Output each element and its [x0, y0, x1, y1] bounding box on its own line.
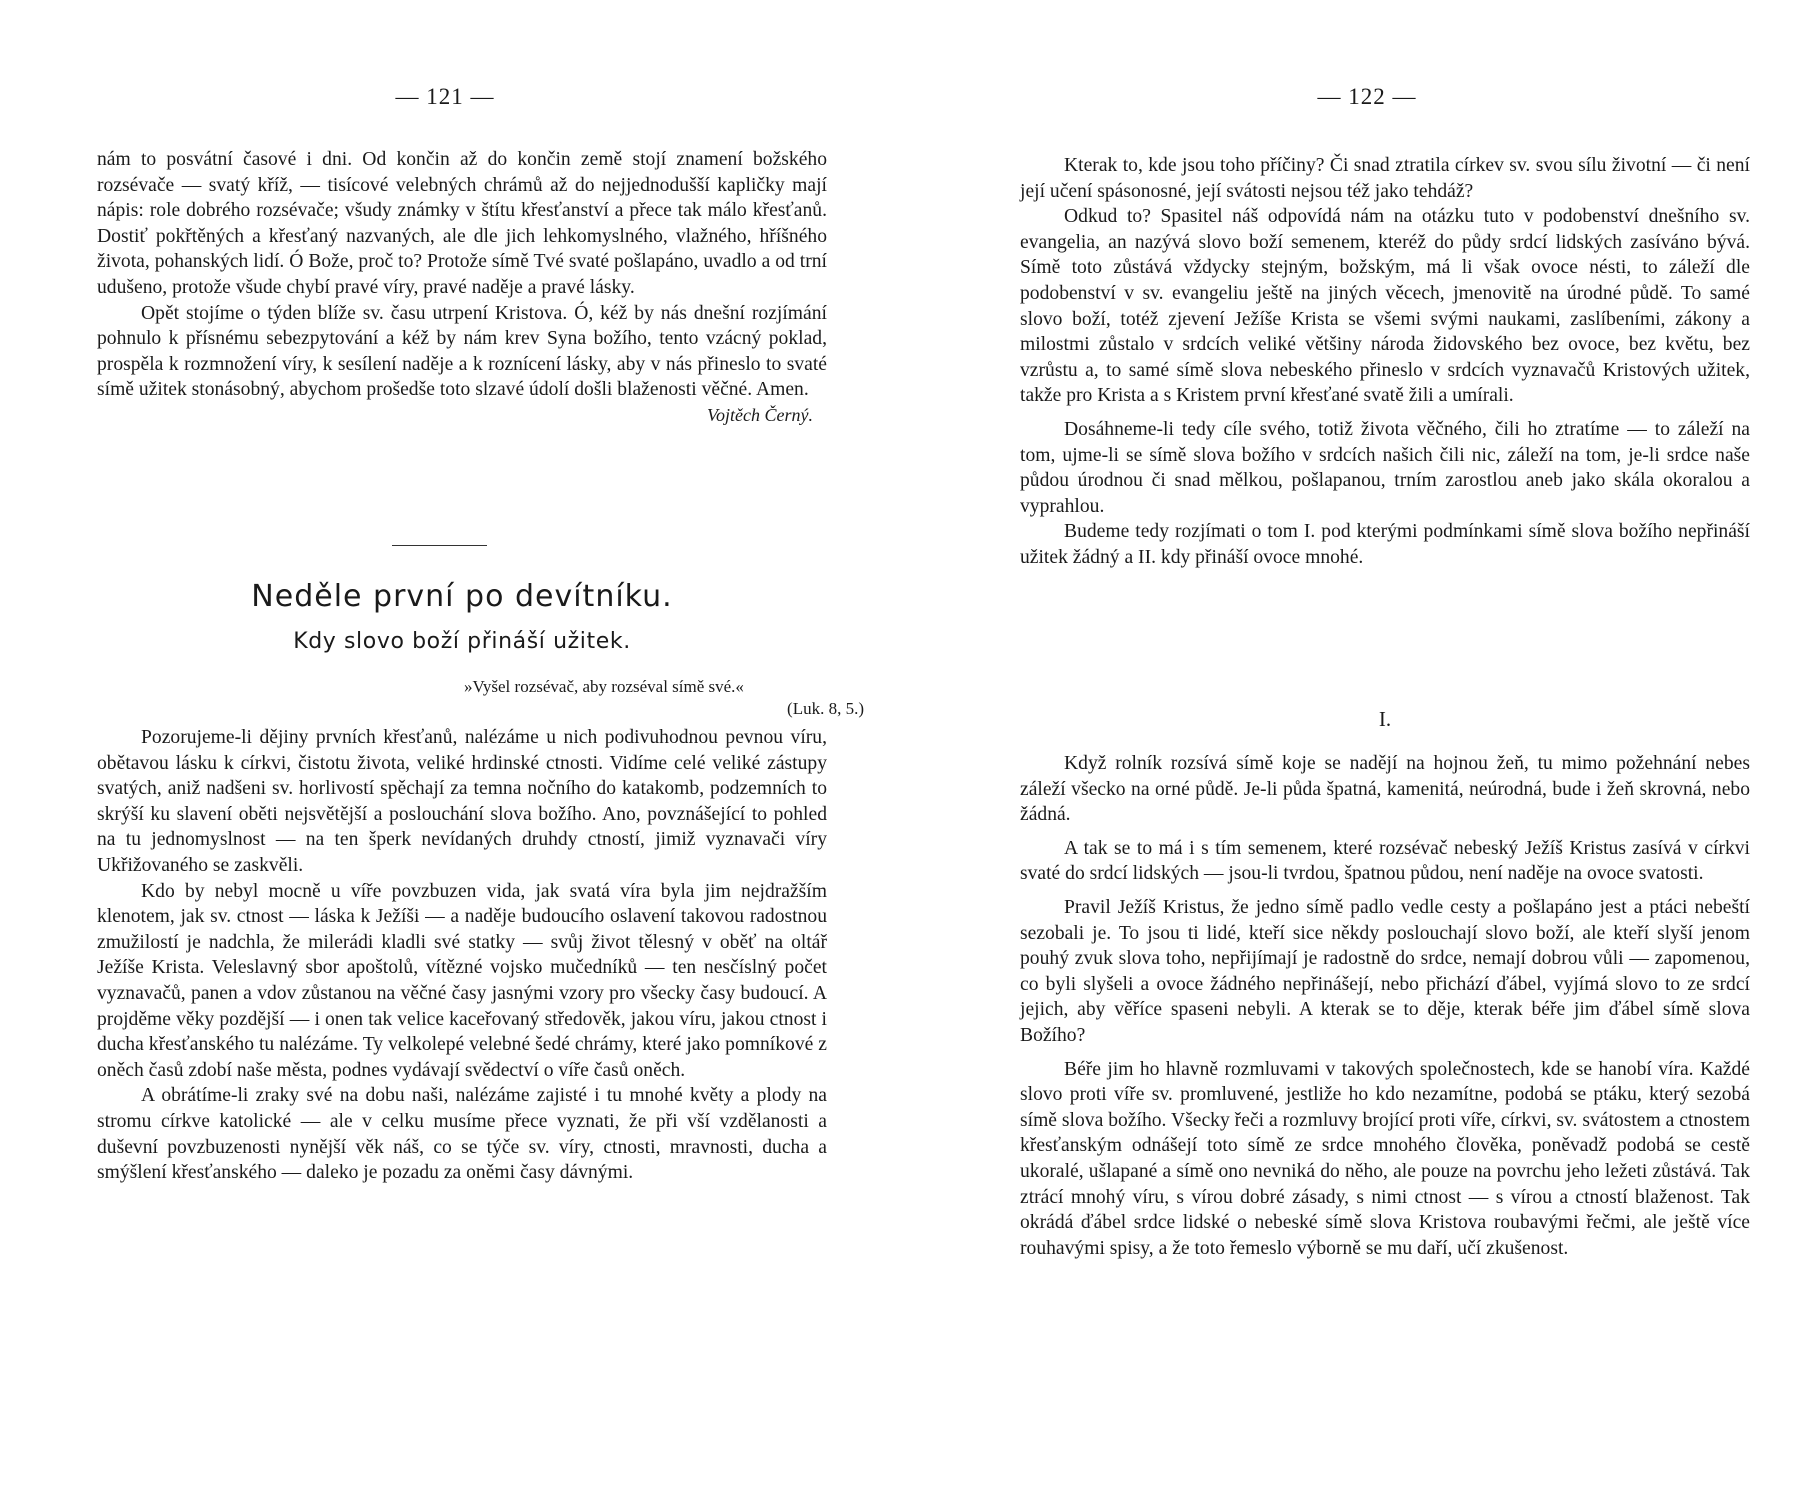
paragraph: Když rolník rozsívá símě koje se nadějí na hojnou žeň, tu mimo požehnání nebes záleží všecko na orné půdě. Je-li půda špatná, kamenitá, neúrodná, bude i žeň skrovná, nebo žádná.	[1020, 753, 1750, 826]
right-text-top	[1020, 153, 1750, 571]
bible-motto	[464, 676, 864, 718]
paragraph: A tak se to má i s tím semenem, které rozsévač nebeský Ježíš Kristus zasívá v církvi svaté do srdcí lidských — jsou-li tvrdou, špatnou půdou, není naděje na ovoce svatosti.	[1020, 837, 1750, 885]
paragraph: Kdo by nebyl mocně u víře povzbuzen vida, jak svatá víra byla jim nejdražším klenotem, jak sv. ctnost — láska k Ježíši — a naděje budoucího oslavení takovou radostnou zmužilostí je nadchla, že milerádi kladli své statky — svůj život tělesný v oběť na oltář Ježíše Krista. Veleslavný sbor apoštolů, vítězné vojsko mučedníků — ten nesčíslný počet vyznavačů, panen a vdov zůstanou na věčné časy jasnými vzory pro všecky časy budoucí. A projděme věky pozdější — i onen tak velice kaceřovaný středověk, jakou víru, jakou ctnost i ducha křesťanského tu nalézáme. Ty velkolepé velebné šedé chrámy, které jako pomníkové z oněch časů zdobí naše města, podnes vydávají svědectví o víře časů oněch.	[97, 880, 827, 1081]
left-text-top	[97, 147, 827, 429]
paragraph-closing: Opět stojíme o týden blíže sv. času utrpení Kristova. Ó, kéž by nás dnešní rozjímání pohnulo k přísnému sebezpytování a kéž by nám krev Syna božího, tento vzácný poklad, prospěla k rozmnožení víry, k sesílení naděje a k roznícení lásky, aby v nás přineslo to svaté símě užitek stonásobný, abychom prošedše toto slzavé údolí došli blaženosti věčné. Amen. Vojtěch Černý.	[97, 301, 827, 403]
right-text-bottom	[1020, 751, 1750, 1261]
page-number-right: — 122 —	[1317, 84, 1417, 109]
sermon-subtitle: Kdy slovo boží přináší užitek.	[293, 629, 631, 654]
paragraph: Odkud to? Spasitel náš odpovídá nám na otázku tuto v podobenství dnešního sv. evangelia, an nazývá slovo boží semenem, kteréž do půdy srdcí lidských zasíváno bývá. Símě toto zůstává vždycky stejným, božským, má li však ovoce nésti, to záleží dle podobenství v sv. evangeliu ještě na jiných věcech, jmenovitě na úrodné půdě. To samé slovo boží, totéž zjevení Ježíše Krista se všemi svými naukami, zaslíbeními, zákony a milostmi zůstalo v srdcích veliké většiny národa židovského bez ovoce, bez květu, bez vzrůstu a, to samé símě slova nebeského přineslo v srdcích vyznavačů Kristových užitek, takže pro Krista a s Kristem první křesťané svatě žili a umírali.	[1020, 206, 1750, 407]
paragraph: Budeme tedy rozjímati o tom I. pod kterými podmínkami símě slova božího nepřináší užitek žádný a II. kdy přináší ovoce mnohé.	[1020, 521, 1750, 568]
signature: Vojtěch Černý.	[707, 404, 813, 425]
paragraph: Dosáhneme-li tedy cíle svého, totiž života věčného, čili ho ztratíme — to záleží na tom, ujme-li se símě slova božího v srdcích našich čili nic, záleží na tom, je-li srdce naše půdou úrodnou či snad mělkou, pošlapanou, trním zarostlou aneb jako skála okoralou a vyprahlou.	[1020, 418, 1750, 517]
left-text-bottom	[97, 725, 827, 1186]
motto-reference: (Luk. 8, 5.)	[787, 699, 864, 718]
paragraph: Pozorujeme-li dějiny prvních křesťanů, nalézáme u nich podivuhodnou pevnou víru, obětavou lásku k církvi, čistotu života, veliké hrdinské ctnosti. Vidíme celé veliké zástupy svatých, aniž nadšeni sv. horlivostí spěchají za temna nočního do katakomb, podzemních to skrýší ku slavení oběti nejsvětější a poslouchání slova božího. Ano, povznášející to pohled na tu jednomyslnost — na ten šperk nevídaných druhdy ctností, jimiž vyznavači víry Ukřižovaného se zaskvěli.	[97, 727, 827, 876]
paragraph: Béře jim ho hlavně rozmluvami v takových společnostech, kde se hanobí víra. Každé slovo proti víře sv. promluvené, jestliže ho kdo nezamítne, podobá se ptáku, který sezobá símě slova božího. Všecky řeči a rozmluvy brojící proti víře, církvi, sv. svátostem a ctnostem křesťanským odnášejí toto símě ze srdce mnohého člověka, poněvadž podobá se cestě ukoralé, ušlapané a símě ono nevniká do něho, ale pouze na povrchu jeho ležeti zůstává. Tak ztrácí mnohý víru, s vírou dobré zásady, s nimi ctnost — s vírou a ctností blaženost. Tak okrádá ďábel srdce lidské o nebeské símě slova Kristova roubavými řečmi, ale ještě více rouhavými spisy, a že toto řemeslo výborně se mu daří, učí zkušenost.	[1020, 1058, 1750, 1259]
paragraph: Pravil Ježíš Kristus, že jedno símě padlo vedle cesty a pošlapáno jest a ptáci nebeští sezobali je. To jsou ti lidé, kteří sice někdy poslouchají slovo boží, ale kteří slyší jenom pouhý zvuk slova toho, nepřijímají je radostně do srdce, nemají dobrou vůli — zapomenou, co byli slyšeli a ovoce žádného nepřinášejí, nebo přichází ďábel, vyjímá slovo to ze srdcí jejich, aby věříce spaseni nebyli. A kterak se to děje, kterak béře jim ďábel símě slova Božího?	[1020, 896, 1750, 1046]
paragraph: Kterak to, kde jsou toho příčiny? Či snad ztratila církev sv. svou sílu životní — či není její učení spásonosné, její svátosti nejsou též jako tehdáž?	[1020, 155, 1750, 202]
paragraph: A obrátíme-li zraky své na dobu naši, nalézáme zajisté i tu mnohé květy a plody na stromu církve katolické — ale v celku musíme přece vyznati, že při vší vzdělanosti a duševní povzbuzenosti nynější věk náš, co se týče sv. víry, ctnosti, mravnosti, ducha a smýšlení křesťanského — daleko je pozadu za oněmi časy dávnými.	[97, 1085, 827, 1184]
page-number-left: — 121 —	[395, 84, 495, 109]
section-divider	[392, 545, 487, 546]
paragraph: nám to posvátní časové i dni. Od končin až do končin země stojí znamení božského rozsévače — svatý kříž, — tisícové velebných chrámů až do nejjednodušší kapličky mají nápis: role dobrého rozsévače; všudy známky v štítu křesťanství a přece tak málo křesťanů. Dostiť pokřtěných a křesťaný nazvaných, ale dle jich lehkomyslného, vlažného, hříšného života, pohanských lidí. Ó Bože, proč to? Protože símě Tvé svaté pošlapáno, uvadlo a od trní udušeno, protože všude chybí pravé víry, pravé naděje a pravé lásky.	[97, 149, 827, 298]
motto-text: »Vyšel rozsévač, aby rozséval símě své.«	[464, 677, 744, 696]
sermon-title: Neděle první po devítníku.	[251, 579, 673, 614]
part-number: I.	[1378, 707, 1392, 731]
